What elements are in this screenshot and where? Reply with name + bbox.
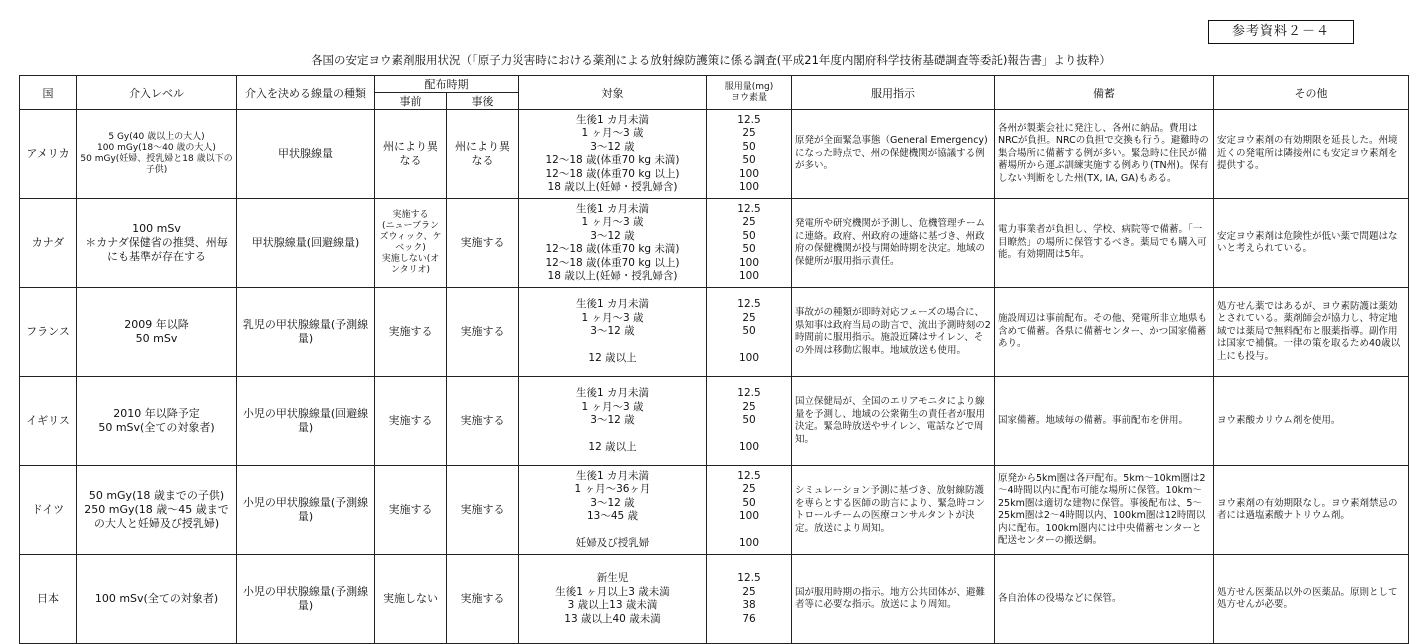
dose-type-cell: 甲状腺線量 [237, 110, 375, 199]
target-item [522, 428, 703, 442]
stockpile-cell: 原発から5km圏は各戸配布。5km～10km圏は2～4時間以内に配布可能な場所に保管。10km～25km圏は適切な建物に保管。事後配布は、5～25km圏は2～4時間以内、100km圏は12時間以内に配布。100km圏内には中央備蓄センターと配送センターの搬送網。 [995, 466, 1214, 555]
other-cell: ヨウ素剤の有効期限なし。ヨウ素剤禁忌の者には過塩素酸ナトリウム剤。 [1214, 466, 1409, 555]
dose-cell [707, 555, 792, 644]
dose-item: 100 [738, 256, 760, 269]
target-cell [519, 288, 707, 377]
dose-item: 100 [738, 510, 760, 522]
target-item: 12～18 歳(体重70 kg 以上) [545, 167, 680, 180]
target-item: 1 ヶ月～3 歳 [581, 311, 644, 324]
dose-item [710, 524, 788, 538]
timing-after-cell: 実施する [447, 199, 519, 288]
target-item: 13 歳以上40 歳未満 [564, 612, 661, 625]
header-country: 国 [20, 76, 77, 110]
dose-item [710, 339, 788, 353]
target-item: 1 ヶ月～3 歳 [581, 400, 644, 413]
target-item: 3 歳以上13 歳未満 [567, 599, 658, 611]
dose-item: 100 [738, 167, 760, 180]
timing-before-cell: 実施する [375, 288, 447, 377]
dose-type-cell: 甲状腺線量(回避線量) [237, 199, 375, 288]
target-item: 12～18 歳(体重70 kg 以上) [545, 256, 680, 269]
dose-item: 25 [742, 585, 756, 598]
target-item: 13～45 歳 [586, 510, 639, 522]
target-item: 3～12 歳 [590, 140, 635, 153]
other-cell: 安定ヨウ素剤の有効期限を延長した。州境近くの発電所は隣接州にも安定ヨウ素剤を提供する。 [1214, 110, 1409, 199]
dose-item: 100 [738, 181, 760, 193]
instruction-cell: 原発が全面緊急事態（General Emergency)になった時点で、州の保健機関が協議する例が多い。 [792, 110, 995, 199]
table-row [20, 199, 1409, 288]
target-item: 生後1 カ月未満 [575, 202, 650, 215]
dose-cell [707, 377, 792, 466]
stockpile-cell: 各自治体の役場などに保管。 [995, 555, 1214, 644]
instruction-cell: シミュレーション予測に基づき、放射線防護を専らとする医師の助言により、緊急時コントロールチームの医療コンサルタントが決定。放送により周知。 [792, 466, 995, 555]
timing-after-cell: 実施する [447, 555, 519, 644]
level-cell: 100 mSv(全ての対象者) [77, 555, 237, 644]
dose-item: 50 [742, 414, 756, 427]
dose-cell [707, 288, 792, 377]
target-item: 12 歳以上 [588, 352, 637, 365]
timing-after-cell: 実施する [447, 466, 519, 555]
dose-cell [707, 466, 792, 555]
target-item: 生後1 カ月未満 [575, 387, 650, 400]
other-cell: 安定ヨウ素剤は危険性が低い薬で問題はないと考えられている。 [1214, 199, 1409, 288]
target-item: 3～12 歳 [590, 229, 635, 242]
target-item: 12～18 歳(体重70 kg 未満) [545, 243, 680, 255]
level-cell: 5 Gy(40 歳以上の大人) 100 mGy(18～40 歳の大人) 50 mGy(妊婦、授乳婦と18 歳以下の子供) [77, 110, 237, 199]
header-timing-before: 事前 [375, 93, 447, 110]
dose-type-cell: 小児の甲状腺線量(予測線量) [237, 466, 375, 555]
dose-item: 25 [742, 127, 756, 139]
country-cell: ドイツ [20, 466, 77, 555]
dose-item: 38 [742, 599, 756, 611]
level-cell: 2009 年以降 50 mSv [77, 288, 237, 377]
stockpile-cell: 施設周辺は事前配布。その他、発電所非立地県も含めて備蓄。各県に備蓄センター、かつ国家備蓄あり。 [995, 288, 1214, 377]
target-item: 1 ヶ月～3 歳 [581, 127, 644, 139]
dose-item: 12.5 [737, 298, 761, 311]
instruction-cell: 事故がの種類が即時対応フェーズの場合に、県知事は政府当局の助言で、流出予測時刻の2時間前に服用指示。施設近隣はサイレン、その外周は移動広報車。地域放送も使用。 [792, 288, 995, 377]
dose-item: 25 [742, 311, 756, 324]
target-item: 12 歳以上 [588, 441, 637, 454]
target-item: 新生児 [596, 572, 629, 584]
target-item [522, 524, 703, 538]
document-title: 各国の安定ヨウ素剤服用状況（「原子力災害時における薬剤による放射線防護策に係る調査(平成21年度内閣府科学技術基礎調査等委託)報告書」より抜粋） [311, 53, 1111, 67]
dose-item: 100 [738, 270, 760, 282]
dose-item: 12.5 [737, 572, 761, 584]
dose-cell [707, 199, 792, 288]
table-row [20, 288, 1409, 377]
country-cell: アメリカ [20, 110, 77, 199]
level-cell: 2010 年以降予定 50 mSv(全ての対象者) [77, 377, 237, 466]
stockpile-cell: 国家備蓄。地域毎の備蓄。事前配布を併用。 [995, 377, 1214, 466]
header-stockpile: 備蓄 [995, 76, 1214, 110]
country-cell: 日本 [20, 555, 77, 644]
header-instruction: 服用指示 [792, 76, 995, 110]
dose-item: 50 [742, 229, 756, 242]
target-item: 12～18 歳(体重70 kg 未満) [545, 154, 680, 166]
target-item: 18 歳以上(妊婦・授乳婦含) [547, 181, 678, 193]
other-cell: 処方せん医薬品以外の医薬品。原則として処方せんが必要。 [1214, 555, 1409, 644]
stockpile-cell: 各州が製薬会社に発注し、各州に納品。費用はNRCが負担。NRCの負担で交換も行う。避難時の集合場所に備蓄する例が多い。緊急時に住民が備蓄場所から運ぶ訓練実施する例あり(TN州)。保有しない判断をした州(TX, IA, GA)もある。 [995, 110, 1214, 199]
dose-cell [707, 110, 792, 199]
country-cell: カナダ [20, 199, 77, 288]
target-cell [519, 555, 707, 644]
dose-item: 100 [738, 441, 760, 454]
dose-type-cell: 小児の甲状腺線量(予測線量) [237, 555, 375, 644]
instruction-cell: 国立保健局が、全国のエリアモニタにより線量を予測し、地域の公衆衛生の責任者が服用決定。緊急時放送やサイレン、電話などで周知。 [792, 377, 995, 466]
iodine-comparison-table [19, 75, 1409, 644]
target-cell [519, 377, 707, 466]
timing-after-cell: 州により異なる [447, 110, 519, 199]
target-item: 3～12 歳 [590, 414, 635, 427]
timing-before-cell: 実施する [375, 466, 447, 555]
dose-item: 50 [742, 140, 756, 153]
dose-item: 12.5 [737, 387, 761, 400]
dose-item: 50 [742, 496, 756, 509]
timing-after-cell: 実施する [447, 288, 519, 377]
target-cell [519, 199, 707, 288]
level-cell: 50 mGy(18 歳までの子供) 250 mGy(18 歳～45 歳までの大人と妊婦及び授乳婦) [77, 466, 237, 555]
target-item: 生後1 カ月未満 [575, 113, 650, 126]
table-row [20, 110, 1409, 199]
stockpile-cell: 電力事業者が負担し、学校、病院等で備蓄。「一目瞭然」の場所に保管するべき。薬局でも購入可能。有効期間は5年。 [995, 199, 1214, 288]
dose-item: 25 [742, 483, 756, 495]
dose-item: 12.5 [737, 469, 761, 482]
dose-item: 25 [742, 216, 756, 228]
country-cell: フランス [20, 288, 77, 377]
table-row [20, 555, 1409, 644]
dose-item: 12.5 [737, 113, 761, 126]
header-other: その他 [1214, 76, 1409, 110]
dose-type-cell: 小児の甲状腺線量(回避線量) [237, 377, 375, 466]
header-amount: 服用量(mg) ヨウ素量 [707, 76, 792, 110]
target-item: 1 ヶ月～3 歳 [581, 216, 644, 228]
dose-item: 100 [738, 537, 760, 549]
dose-item: 100 [738, 352, 760, 365]
dose-item: 76 [742, 612, 756, 625]
header-dose-type: 介入を決める線量の種類 [237, 76, 375, 110]
dose-item: 12.5 [737, 202, 761, 215]
header-level: 介入レベル [77, 76, 237, 110]
target-cell [519, 466, 707, 555]
country-cell: イギリス [20, 377, 77, 466]
target-item: 1 ヶ月～36ヶ月 [574, 483, 651, 495]
header-timing: 配布時期 [375, 76, 519, 93]
target-item: 18 歳以上(妊婦・授乳婦含) [547, 270, 678, 282]
target-item: 生後1 カ月未満 [575, 298, 650, 311]
dose-item: 25 [742, 400, 756, 413]
target-item: 3～12 歳 [590, 325, 635, 338]
timing-after-cell: 実施する [447, 377, 519, 466]
target-item: 生後1 カ月未満 [575, 469, 650, 482]
timing-before-cell: 州により異なる [375, 110, 447, 199]
target-item: 生後1 ヶ月以上3 歳未満 [555, 585, 670, 598]
target-item [522, 339, 703, 353]
timing-before-cell: 実施する [375, 377, 447, 466]
target-cell [519, 110, 707, 199]
reference-label: 参考資料２－４ [1208, 20, 1354, 44]
dose-type-cell: 乳児の甲状腺線量(予測線量) [237, 288, 375, 377]
other-cell: ヨウ素酸カリウム剤を使用。 [1214, 377, 1409, 466]
target-item: 妊婦及び授乳婦 [575, 537, 650, 549]
instruction-cell: 国が服用時期の指示。地方公共団体が、避難者等に必要な指示。放送により周知。 [792, 555, 995, 644]
other-cell: 処方せん薬ではあるが、ヨウ素防護は薬効とされている。薬剤師会が協力し、特定地域では薬局で無料配布と服薬指導。副作用は国家で補償。一律の策を取るため40歳以上にも投与。 [1214, 288, 1409, 377]
target-item: 3～12 歳 [590, 496, 635, 509]
dose-item: 50 [742, 154, 756, 166]
table-row [20, 466, 1409, 555]
level-cell: 100 mSv ＊カナダ保健省の推奨、州毎にも基準が存在する [77, 199, 237, 288]
dose-item: 50 [742, 243, 756, 255]
dose-item: 50 [742, 325, 756, 338]
header-target: 対象 [519, 76, 707, 110]
timing-before-cell: 実施しない [375, 555, 447, 644]
table-row [20, 377, 1409, 466]
timing-before-cell: 実施する (ニューブランズウィック、ケベック) 実施しない(オンタリオ) [375, 199, 447, 288]
instruction-cell: 発電所や研究機関が予測し、危機管理チームに連絡。政府、州政府の連絡に基づき、州政府の保健機関が投与開始時期を決定。地域の保健所が服用指示責任。 [792, 199, 995, 288]
dose-item [710, 428, 788, 442]
header-timing-after: 事後 [447, 93, 519, 110]
